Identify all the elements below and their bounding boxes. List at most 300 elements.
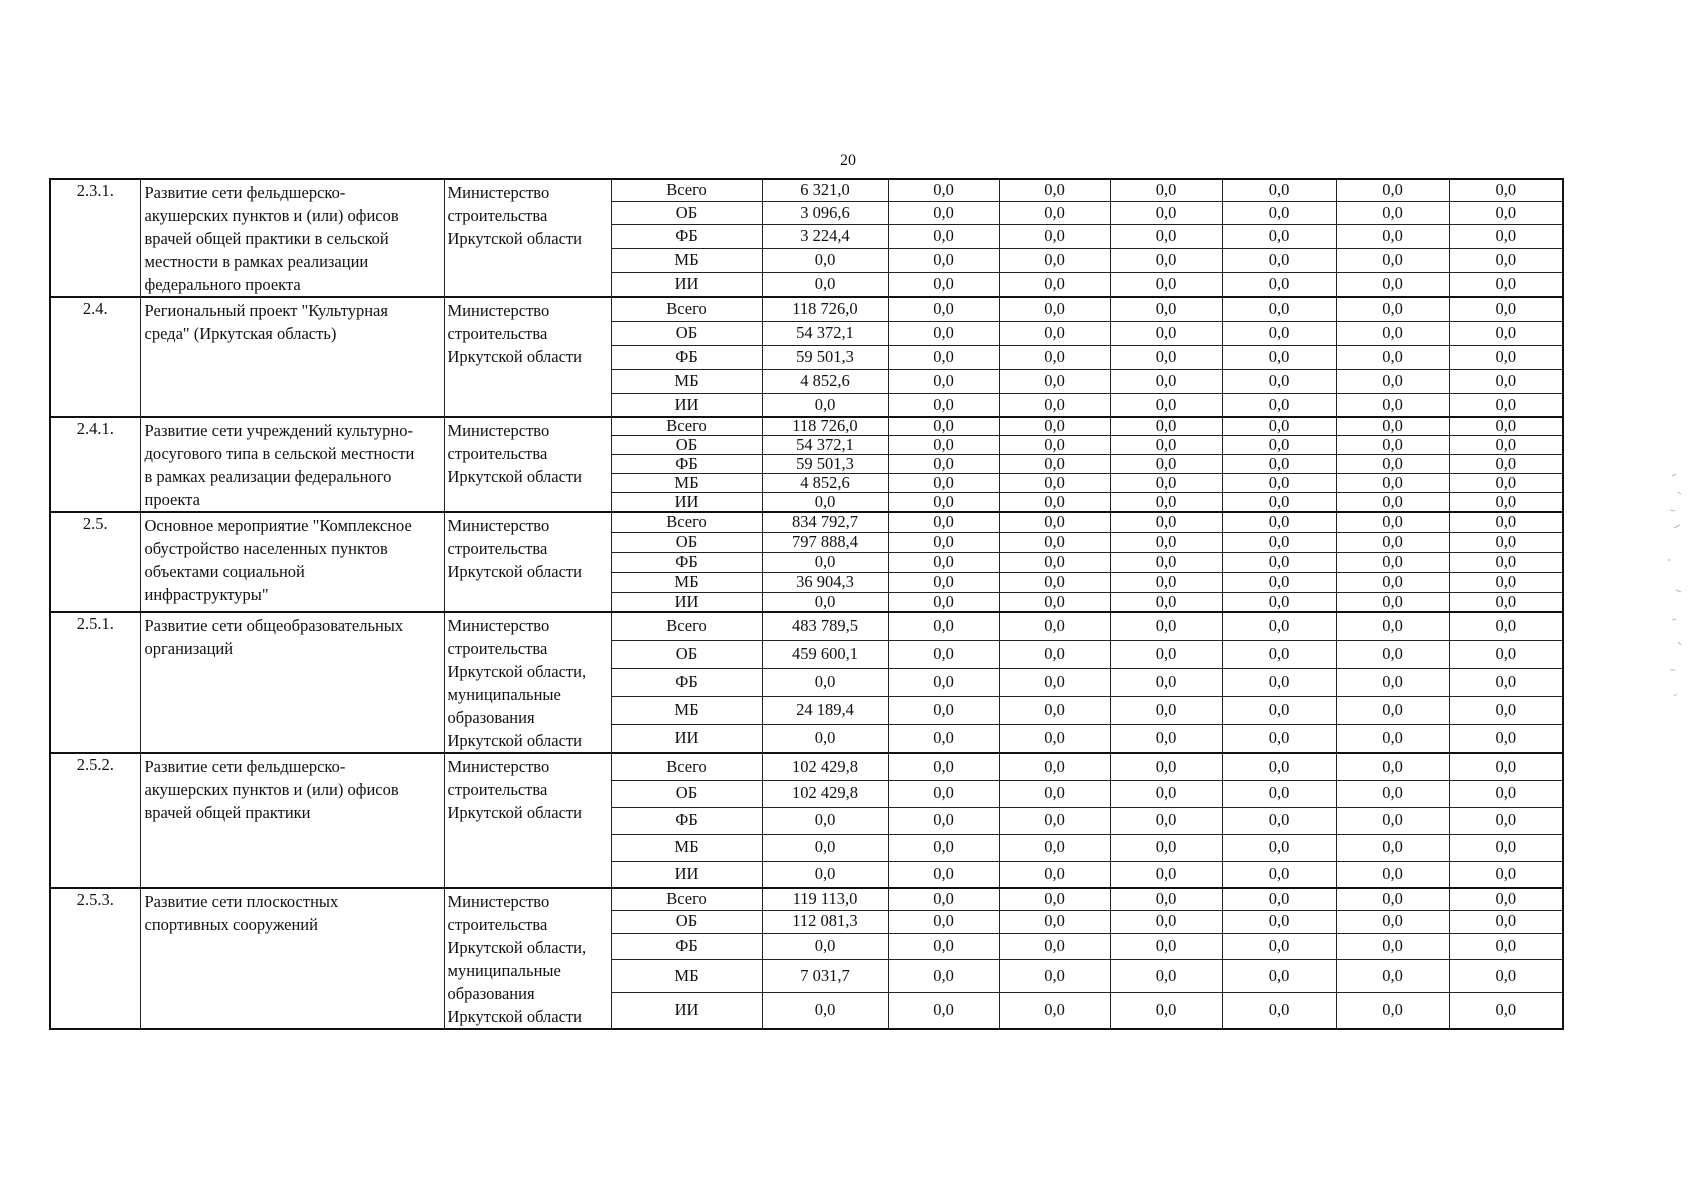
total-amount-cell: 24 189,4: [762, 697, 888, 725]
year-amount-cell: 0,0: [999, 417, 1110, 435]
year-amount-cell: 0,0: [1336, 780, 1449, 807]
funding-source: ИИ: [611, 861, 762, 888]
year-amount-cell: 0,0: [1222, 297, 1336, 321]
description-line: Развитие сети плоскостных: [144, 892, 339, 911]
year-amount-cell: 0,0: [888, 725, 999, 753]
total-amount-cell: 118 726,0: [762, 417, 888, 435]
executor-line: образования: [447, 708, 535, 727]
total-amount-cell: 0,0: [762, 725, 888, 753]
year-amount-cell: 0,0: [888, 493, 999, 512]
year-amount-cell: 0,0: [999, 512, 1110, 532]
year-amount-cell: 0,0: [1110, 933, 1222, 959]
year-amount-cell: 0,0: [1449, 454, 1563, 473]
year-amount-cell: 0,0: [999, 959, 1110, 992]
executor-line: Министерство: [447, 892, 550, 911]
year-amount-cell: 0,0: [1449, 493, 1563, 512]
total-amount-cell: 834 792,7: [762, 512, 888, 532]
executor-line: Министерство: [447, 516, 550, 535]
year-amount-cell: 0,0: [1449, 933, 1563, 959]
year-amount-cell: 0,0: [888, 861, 999, 888]
year-amount-cell: 0,0: [1222, 369, 1336, 393]
year-amount-cell: 0,0: [1336, 454, 1449, 473]
table-row: [50, 753, 1563, 780]
executor-line: Иркутской области: [447, 1007, 582, 1026]
year-amount-cell: 0,0: [1449, 552, 1563, 572]
funding-table: [49, 178, 1564, 1030]
total-amount-cell: 0,0: [762, 272, 888, 297]
year-amount-cell: 0,0: [1336, 202, 1449, 225]
funding-source: МБ: [611, 572, 762, 592]
total-amount-cell: 102 429,8: [762, 780, 888, 807]
total-amount-cell: 36 904,3: [762, 572, 888, 592]
year-amount-cell: 0,0: [888, 225, 999, 249]
description-line: акушерских пунктов и (или) офисов: [144, 206, 399, 225]
year-amount-cell: 0,0: [888, 474, 999, 493]
year-amount-cell: 0,0: [888, 435, 999, 454]
year-amount-cell: 0,0: [1110, 572, 1222, 592]
year-amount-cell: 0,0: [1222, 640, 1336, 668]
year-amount-cell: 0,0: [1449, 248, 1563, 272]
year-amount-cell: 0,0: [999, 297, 1110, 321]
year-amount-cell: 0,0: [1222, 225, 1336, 249]
year-amount-cell: 0,0: [1222, 668, 1336, 696]
year-amount-cell: 0,0: [888, 592, 999, 612]
year-amount-cell: 0,0: [888, 321, 999, 345]
year-amount-cell: 0,0: [999, 345, 1110, 369]
total-amount-cell: 102 429,8: [762, 753, 888, 780]
year-amount-cell: 0,0: [888, 202, 999, 225]
description-line: проекта: [144, 490, 200, 509]
year-amount-cell: 0,0: [999, 640, 1110, 668]
year-amount-cell: 0,0: [1336, 640, 1449, 668]
year-amount-cell: 0,0: [1449, 612, 1563, 640]
year-amount-cell: 0,0: [1449, 834, 1563, 861]
funding-source: ФБ: [611, 552, 762, 572]
year-amount-cell: 0,0: [888, 807, 999, 834]
year-amount-cell: 0,0: [1110, 225, 1222, 249]
total-amount-cell: 459 600,1: [762, 640, 888, 668]
executor-line: Иркутской области: [447, 562, 582, 581]
year-amount-cell: 0,0: [1449, 592, 1563, 612]
year-amount-cell: 0,0: [1336, 272, 1449, 297]
description-line: Основное мероприятие "Комплексное: [144, 516, 412, 535]
year-amount-cell: 0,0: [1449, 474, 1563, 493]
funding-source: ОБ: [611, 532, 762, 552]
year-amount-cell: 0,0: [1110, 179, 1222, 202]
year-amount-cell: 0,0: [999, 454, 1110, 473]
description-line: врачей общей практики: [144, 803, 311, 822]
year-amount-cell: 0,0: [888, 369, 999, 393]
description-line: обустройство населенных пунктов: [144, 539, 388, 558]
item-description: [140, 297, 444, 417]
item-executor: [444, 888, 611, 1029]
total-amount-cell: 0,0: [762, 834, 888, 861]
total-amount-cell: 4 852,6: [762, 474, 888, 493]
funding-source: ФБ: [611, 807, 762, 834]
total-amount-cell: 7 031,7: [762, 959, 888, 992]
executor-line: муниципальные: [447, 961, 561, 980]
year-amount-cell: 0,0: [1222, 474, 1336, 493]
year-amount-cell: 0,0: [888, 272, 999, 297]
year-amount-cell: 0,0: [999, 592, 1110, 612]
total-amount-cell: 0,0: [762, 493, 888, 512]
funding-source: ИИ: [611, 993, 762, 1029]
year-amount-cell: 0,0: [1222, 725, 1336, 753]
year-amount-cell: 0,0: [1449, 640, 1563, 668]
year-amount-cell: 0,0: [888, 532, 999, 552]
year-amount-cell: 0,0: [999, 435, 1110, 454]
funding-source: ИИ: [611, 725, 762, 753]
executor-line: строительства: [447, 539, 548, 558]
year-amount-cell: 0,0: [1222, 807, 1336, 834]
year-amount-cell: 0,0: [1449, 993, 1563, 1029]
year-amount-cell: 0,0: [1110, 297, 1222, 321]
year-amount-cell: 0,0: [888, 612, 999, 640]
description-line: инфраструктуры": [144, 585, 269, 604]
year-amount-cell: 0,0: [999, 493, 1110, 512]
year-amount-cell: 0,0: [1110, 552, 1222, 572]
funding-source: МБ: [611, 369, 762, 393]
year-amount-cell: 0,0: [1449, 753, 1563, 780]
year-amount-cell: 0,0: [1449, 179, 1563, 202]
year-amount-cell: 0,0: [1222, 393, 1336, 417]
total-amount-cell: 54 372,1: [762, 435, 888, 454]
year-amount-cell: 0,0: [1222, 454, 1336, 473]
funding-source: ОБ: [611, 435, 762, 454]
item-executor: [444, 417, 611, 512]
year-amount-cell: 0,0: [888, 417, 999, 435]
year-amount-cell: 0,0: [1336, 512, 1449, 532]
total-amount-cell: 6 321,0: [762, 179, 888, 202]
year-amount-cell: 0,0: [999, 393, 1110, 417]
executor-line: образования: [447, 984, 535, 1003]
year-amount-cell: 0,0: [1222, 532, 1336, 552]
executor-line: строительства: [447, 444, 548, 463]
description-line: врачей общей практики в сельской: [144, 229, 389, 248]
year-amount-cell: 0,0: [888, 933, 999, 959]
description-line: Региональный проект "Культурная: [144, 301, 388, 320]
item-code: 2.4.1.: [50, 417, 140, 512]
total-amount-cell: 112 081,3: [762, 910, 888, 933]
funding-source: ФБ: [611, 668, 762, 696]
year-amount-cell: 0,0: [1110, 454, 1222, 473]
item-code: 2.5.: [50, 512, 140, 612]
year-amount-cell: 0,0: [1449, 321, 1563, 345]
total-amount-cell: 3 224,4: [762, 225, 888, 249]
executor-line: строительства: [447, 780, 548, 799]
year-amount-cell: 0,0: [1449, 512, 1563, 532]
year-amount-cell: 0,0: [1222, 592, 1336, 612]
year-amount-cell: 0,0: [999, 179, 1110, 202]
funding-source: ОБ: [611, 321, 762, 345]
year-amount-cell: 0,0: [1336, 572, 1449, 592]
funding-source: МБ: [611, 697, 762, 725]
executor-line: муниципальные: [447, 685, 561, 704]
year-amount-cell: 0,0: [999, 668, 1110, 696]
funding-source: ОБ: [611, 640, 762, 668]
year-amount-cell: 0,0: [1110, 345, 1222, 369]
year-amount-cell: 0,0: [999, 532, 1110, 552]
item-executor: [444, 512, 611, 612]
year-amount-cell: 0,0: [888, 297, 999, 321]
year-amount-cell: 0,0: [1449, 572, 1563, 592]
funding-source: МБ: [611, 248, 762, 272]
item-executor: [444, 179, 611, 297]
year-amount-cell: 0,0: [999, 225, 1110, 249]
funding-source: Всего: [611, 753, 762, 780]
funding-source: ИИ: [611, 393, 762, 417]
description-line: досугового типа в сельской местности: [144, 444, 415, 463]
year-amount-cell: 0,0: [1336, 888, 1449, 910]
total-amount-cell: 0,0: [762, 993, 888, 1029]
year-amount-cell: 0,0: [1449, 697, 1563, 725]
year-amount-cell: 0,0: [1222, 834, 1336, 861]
year-amount-cell: 0,0: [999, 753, 1110, 780]
year-amount-cell: 0,0: [1110, 272, 1222, 297]
year-amount-cell: 0,0: [1110, 993, 1222, 1029]
year-amount-cell: 0,0: [1449, 807, 1563, 834]
year-amount-cell: 0,0: [999, 910, 1110, 933]
year-amount-cell: 0,0: [1222, 780, 1336, 807]
funding-source: ФБ: [611, 933, 762, 959]
year-amount-cell: 0,0: [1110, 512, 1222, 532]
executor-line: строительства: [447, 639, 548, 658]
year-amount-cell: 0,0: [888, 888, 999, 910]
table-row: [50, 417, 1563, 435]
year-amount-cell: 0,0: [1110, 592, 1222, 612]
year-amount-cell: 0,0: [1110, 532, 1222, 552]
year-amount-cell: 0,0: [1336, 532, 1449, 552]
total-amount-cell: 0,0: [762, 933, 888, 959]
year-amount-cell: 0,0: [999, 612, 1110, 640]
year-amount-cell: 0,0: [1336, 297, 1449, 321]
total-amount-cell: 0,0: [762, 393, 888, 417]
total-amount-cell: 483 789,5: [762, 612, 888, 640]
year-amount-cell: 0,0: [1222, 612, 1336, 640]
year-amount-cell: 0,0: [1449, 910, 1563, 933]
year-amount-cell: 0,0: [1110, 640, 1222, 668]
item-code: 2.5.3.: [50, 888, 140, 1029]
year-amount-cell: 0,0: [1222, 179, 1336, 202]
year-amount-cell: 0,0: [1336, 959, 1449, 992]
funding-source: Всего: [611, 888, 762, 910]
year-amount-cell: 0,0: [1222, 697, 1336, 725]
year-amount-cell: 0,0: [1336, 435, 1449, 454]
year-amount-cell: 0,0: [1449, 668, 1563, 696]
year-amount-cell: 0,0: [888, 834, 999, 861]
year-amount-cell: 0,0: [1336, 753, 1449, 780]
table-row: [50, 512, 1563, 532]
year-amount-cell: 0,0: [1110, 861, 1222, 888]
year-amount-cell: 0,0: [999, 202, 1110, 225]
total-amount-cell: 0,0: [762, 592, 888, 612]
year-amount-cell: 0,0: [1110, 202, 1222, 225]
table-body: [50, 179, 1563, 1029]
executor-line: Иркутской области: [447, 467, 582, 486]
year-amount-cell: 0,0: [888, 393, 999, 417]
funding-source: ОБ: [611, 202, 762, 225]
year-amount-cell: 0,0: [888, 552, 999, 572]
year-amount-cell: 0,0: [1336, 179, 1449, 202]
total-amount-cell: 0,0: [762, 248, 888, 272]
description-line: объектами социальной: [144, 562, 305, 581]
total-amount-cell: 59 501,3: [762, 454, 888, 473]
executor-line: Иркутской области: [447, 229, 582, 248]
year-amount-cell: 0,0: [1449, 417, 1563, 435]
year-amount-cell: 0,0: [1336, 225, 1449, 249]
total-amount-cell: 4 852,6: [762, 369, 888, 393]
item-code: 2.5.1.: [50, 612, 140, 753]
year-amount-cell: 0,0: [1336, 474, 1449, 493]
year-amount-cell: 0,0: [1110, 393, 1222, 417]
year-amount-cell: 0,0: [1449, 435, 1563, 454]
year-amount-cell: 0,0: [999, 248, 1110, 272]
year-amount-cell: 0,0: [1222, 248, 1336, 272]
funding-source: МБ: [611, 474, 762, 493]
year-amount-cell: 0,0: [999, 861, 1110, 888]
description-line: акушерских пунктов и (или) офисов: [144, 780, 399, 799]
year-amount-cell: 0,0: [1222, 572, 1336, 592]
year-amount-cell: 0,0: [1449, 861, 1563, 888]
funding-source: ИИ: [611, 592, 762, 612]
year-amount-cell: 0,0: [1222, 202, 1336, 225]
year-amount-cell: 0,0: [888, 910, 999, 933]
year-amount-cell: 0,0: [1336, 697, 1449, 725]
year-amount-cell: 0,0: [1449, 780, 1563, 807]
year-amount-cell: 0,0: [1222, 861, 1336, 888]
year-amount-cell: 0,0: [1110, 807, 1222, 834]
description-line: Развитие сети фельдшерско-: [144, 183, 346, 202]
funding-source: Всего: [611, 512, 762, 532]
year-amount-cell: 0,0: [888, 780, 999, 807]
year-amount-cell: 0,0: [1449, 202, 1563, 225]
year-amount-cell: 0,0: [1222, 345, 1336, 369]
table-row: [50, 888, 1563, 910]
page-number: 20: [840, 152, 856, 169]
executor-line: Министерство: [447, 183, 550, 202]
year-amount-cell: 0,0: [888, 179, 999, 202]
year-amount-cell: 0,0: [1449, 959, 1563, 992]
year-amount-cell: 0,0: [1222, 512, 1336, 532]
year-amount-cell: 0,0: [1336, 417, 1449, 435]
year-amount-cell: 0,0: [1110, 780, 1222, 807]
year-amount-cell: 0,0: [1449, 725, 1563, 753]
year-amount-cell: 0,0: [1110, 959, 1222, 992]
total-amount-cell: 0,0: [762, 552, 888, 572]
year-amount-cell: 0,0: [1222, 435, 1336, 454]
description-line: спортивных сооружений: [144, 915, 318, 934]
year-amount-cell: 0,0: [888, 640, 999, 668]
table-row: [50, 297, 1563, 321]
executor-line: Иркутской области: [447, 347, 582, 366]
year-amount-cell: 0,0: [1222, 552, 1336, 572]
executor-line: строительства: [447, 324, 548, 343]
description-line: Развитие сети фельдшерско-: [144, 757, 346, 776]
item-description: [140, 512, 444, 612]
year-amount-cell: 0,0: [1110, 321, 1222, 345]
scan-edge-marks: [1664, 470, 1688, 710]
funding-source: ОБ: [611, 780, 762, 807]
item-description: [140, 888, 444, 1029]
year-amount-cell: 0,0: [1336, 321, 1449, 345]
total-amount-cell: 119 113,0: [762, 888, 888, 910]
item-code: 2.4.: [50, 297, 140, 417]
year-amount-cell: 0,0: [1336, 493, 1449, 512]
year-amount-cell: 0,0: [1449, 272, 1563, 297]
year-amount-cell: 0,0: [1449, 393, 1563, 417]
year-amount-cell: 0,0: [1336, 933, 1449, 959]
year-amount-cell: 0,0: [1449, 297, 1563, 321]
table-row: [50, 179, 1563, 202]
description-line: местности в рамках реализации: [144, 252, 369, 271]
year-amount-cell: 0,0: [888, 959, 999, 992]
year-amount-cell: 0,0: [1110, 369, 1222, 393]
year-amount-cell: 0,0: [888, 697, 999, 725]
year-amount-cell: 0,0: [1336, 592, 1449, 612]
year-amount-cell: 0,0: [1222, 910, 1336, 933]
year-amount-cell: 0,0: [888, 454, 999, 473]
total-amount-cell: 0,0: [762, 807, 888, 834]
year-amount-cell: 0,0: [1336, 668, 1449, 696]
total-amount-cell: 0,0: [762, 668, 888, 696]
funding-source: Всего: [611, 297, 762, 321]
item-description: [140, 753, 444, 888]
funding-source: МБ: [611, 959, 762, 992]
item-executor: [444, 612, 611, 753]
year-amount-cell: 0,0: [1110, 697, 1222, 725]
year-amount-cell: 0,0: [1110, 888, 1222, 910]
year-amount-cell: 0,0: [1336, 993, 1449, 1029]
year-amount-cell: 0,0: [1336, 725, 1449, 753]
item-description: [140, 179, 444, 297]
year-amount-cell: 0,0: [1336, 612, 1449, 640]
funding-source: ФБ: [611, 225, 762, 249]
year-amount-cell: 0,0: [1222, 959, 1336, 992]
year-amount-cell: 0,0: [1222, 272, 1336, 297]
year-amount-cell: 0,0: [1110, 493, 1222, 512]
year-amount-cell: 0,0: [888, 572, 999, 592]
total-amount-cell: 118 726,0: [762, 297, 888, 321]
year-amount-cell: 0,0: [999, 780, 1110, 807]
description-line: федерального проекта: [144, 275, 301, 294]
year-amount-cell: 0,0: [1449, 345, 1563, 369]
year-amount-cell: 0,0: [888, 753, 999, 780]
year-amount-cell: 0,0: [1449, 369, 1563, 393]
year-amount-cell: 0,0: [1336, 369, 1449, 393]
year-amount-cell: 0,0: [1336, 910, 1449, 933]
year-amount-cell: 0,0: [999, 572, 1110, 592]
year-amount-cell: 0,0: [1110, 753, 1222, 780]
year-amount-cell: 0,0: [888, 668, 999, 696]
executor-line: Министерство: [447, 421, 550, 440]
funding-source: ФБ: [611, 345, 762, 369]
year-amount-cell: 0,0: [1336, 393, 1449, 417]
executor-line: строительства: [447, 206, 548, 225]
year-amount-cell: 0,0: [1336, 861, 1449, 888]
executor-line: строительства: [447, 915, 548, 934]
year-amount-cell: 0,0: [999, 725, 1110, 753]
year-amount-cell: 0,0: [1222, 417, 1336, 435]
total-amount-cell: 797 888,4: [762, 532, 888, 552]
year-amount-cell: 0,0: [1110, 474, 1222, 493]
year-amount-cell: 0,0: [999, 807, 1110, 834]
year-amount-cell: 0,0: [1336, 552, 1449, 572]
year-amount-cell: 0,0: [1110, 612, 1222, 640]
year-amount-cell: 0,0: [1222, 321, 1336, 345]
item-executor: [444, 297, 611, 417]
total-amount-cell: 59 501,3: [762, 345, 888, 369]
year-amount-cell: 0,0: [1336, 248, 1449, 272]
